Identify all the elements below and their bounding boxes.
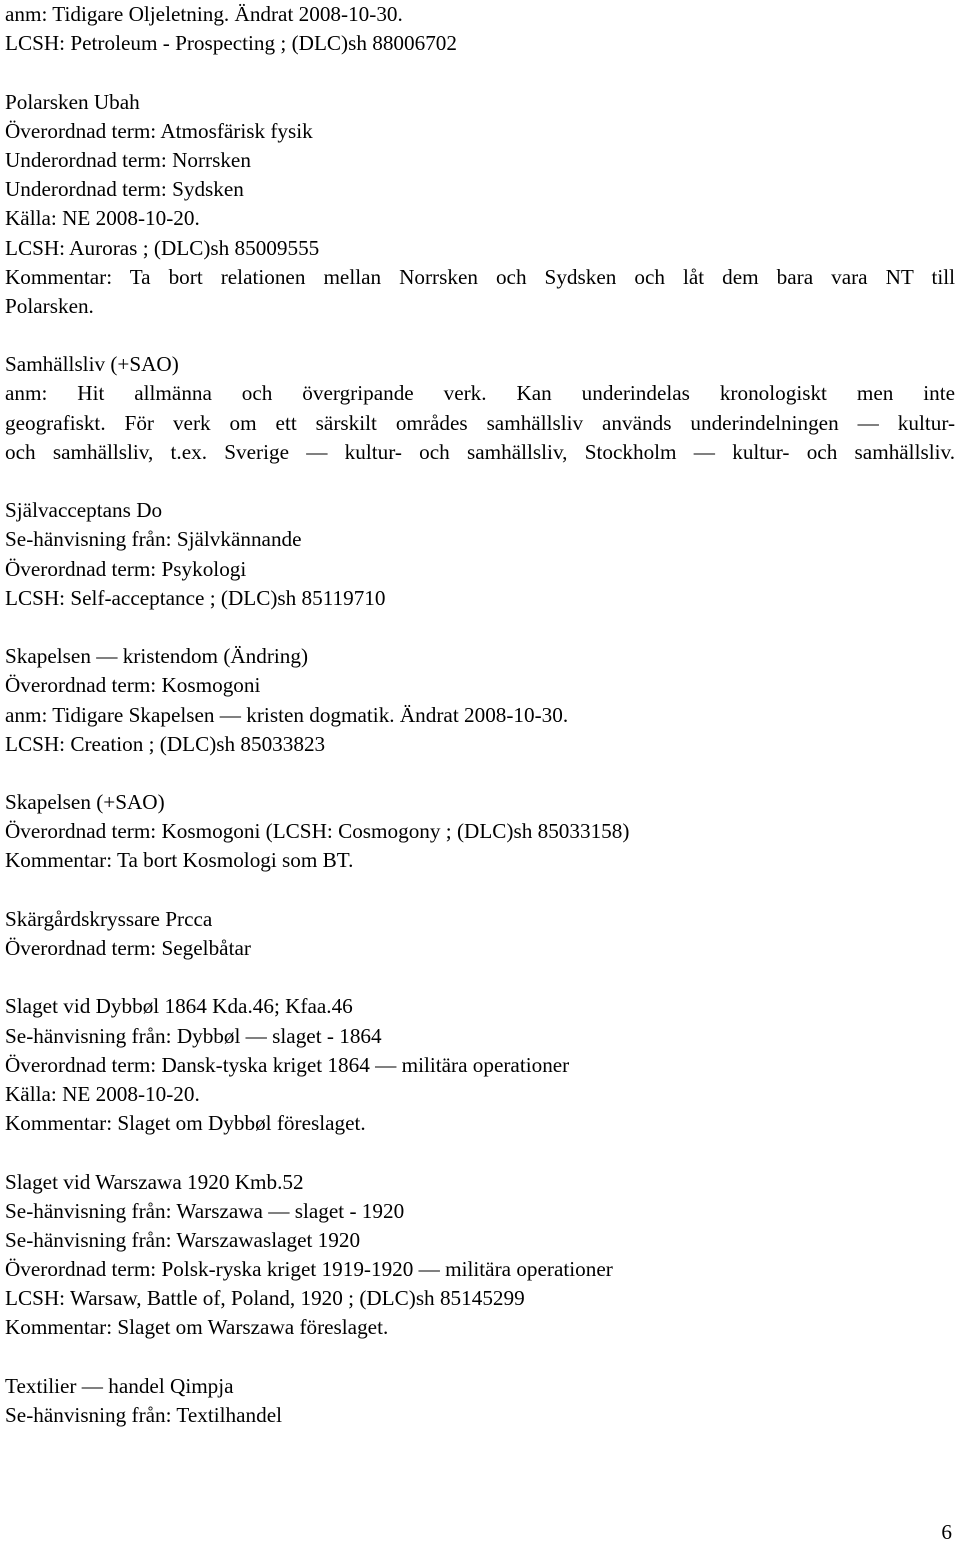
text-line: Överordnad term: Kosmogoni (LCSH: Cosmogony ; (DLC)sh 85033158): [5, 819, 630, 844]
entry-heading: Slaget vid Dybbøl 1864 Kda.46; Kfaa.46: [5, 994, 353, 1019]
blank-line: [5, 58, 955, 87]
text-line: Källa: NE 2008-10-20.: [5, 206, 200, 231]
text-line: LCSH: Creation ; (DLC)sh 85033823: [5, 731, 326, 756]
blank-line: [5, 759, 955, 788]
text-line: anm: Tidigare Oljeletning. Ändrat 2008-10-30.: [5, 2, 403, 26]
page-number: 6: [941, 1520, 952, 1544]
document-page: [5, 0, 955, 1430]
text-line: Polarsken.: [5, 293, 94, 318]
text-line: Överordnad term: Segelbåtar: [5, 936, 251, 960]
text-line: Överordnad term: Dansk-tyska kriget 1864 — militära operationer: [5, 1052, 570, 1077]
text-line: Kommentar: Ta bort Kosmologi som BT.: [5, 848, 354, 873]
text-line: Överordnad term: Atmosfärisk fysik: [5, 118, 313, 143]
blank-line: [5, 876, 955, 905]
entry-heading: Skapelsen (+SAO): [5, 790, 165, 815]
blank-line: [5, 613, 955, 642]
text-line: geografiskt. För verk om ett särskilt områdes samhällsliv används underindelningen — kultur-: [5, 410, 955, 435]
text-line: LCSH: Petroleum - Prospecting ; (DLC)sh 88006702: [5, 31, 457, 56]
entry-heading: Skapelsen — kristendom (Ändring): [5, 644, 309, 669]
text-line: Underordnad term: Norrsken: [5, 147, 251, 172]
text-line: anm: Tidigare Skapelsen — kristen dogmatik. Ändrat 2008-10-30.: [5, 702, 569, 727]
blank-line: [5, 1138, 955, 1167]
text-line: Underordnad term: Sydsken: [5, 177, 244, 202]
text-line: LCSH: Self-acceptance ; (DLC)sh 85119710: [5, 585, 386, 610]
text-line: LCSH: Auroras ; (DLC)sh 85009555: [5, 235, 320, 260]
text-line: LCSH: Warsaw, Battle of, Poland, 1920 ; (DLC)sh 85145299: [5, 1286, 525, 1311]
text-line: Se-hänvisning från: Warszawa — slaget - 1920: [5, 1198, 405, 1223]
text-line: Överordnad term: Psykologi: [5, 556, 247, 581]
text-line: Se-hänvisning från: Warszawaslaget 1920: [5, 1227, 361, 1252]
text-line: Överordnad term: Polsk-ryska kriget 1919-1920 — militära operationer: [5, 1257, 613, 1282]
entry-heading: Samhällsliv (+SAO): [5, 352, 179, 377]
entry-heading: Skärgårdskryssare Prcca: [5, 906, 213, 931]
text-line: och samhällsliv, t.ex. Sverige — kultur- och samhällsliv, Stockholm — kultur- och samhällsliv.: [5, 439, 955, 464]
text-line: anm: Hit allmänna och övergripande verk. Kan underindelas kronologiskt men inte: [5, 381, 955, 406]
entry-heading: Polarsken Ubah: [5, 89, 140, 114]
text-line: Kommentar: Slaget om Warszawa föreslaget.: [5, 1315, 389, 1340]
text-line: Se-hänvisning från: Självkännande: [5, 527, 302, 552]
entry-heading: Textilier — handel Qimpja: [5, 1373, 234, 1398]
text-line: Överordnad term: Kosmogoni: [5, 673, 261, 698]
blank-line: [5, 963, 955, 992]
entry-heading: Självacceptans Do: [5, 498, 163, 523]
text-line: Se-hänvisning från: Dybbøl — slaget - 1864: [5, 1023, 382, 1048]
blank-line: [5, 321, 955, 350]
text-line: Kommentar: Ta bort relationen mellan Norrsken och Sydsken och låt dem bara vara NT till: [5, 264, 955, 289]
blank-line: [5, 467, 955, 496]
entry-heading: Slaget vid Warszawa 1920 Kmb.52: [5, 1169, 304, 1194]
blank-line: [5, 1343, 955, 1372]
text-line: Kommentar: Slaget om Dybbøl föreslaget.: [5, 1111, 366, 1136]
text-line: Källa: NE 2008-10-20.: [5, 1081, 200, 1106]
text-line: Se-hänvisning från: Textilhandel: [5, 1403, 283, 1427]
